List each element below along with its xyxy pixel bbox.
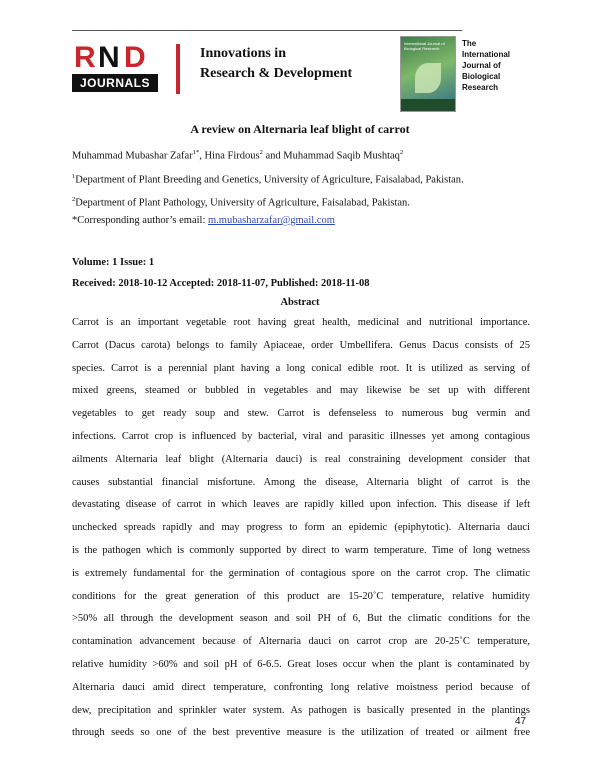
journal-cover-image xyxy=(400,36,456,112)
cover-band xyxy=(401,99,455,111)
author-list xyxy=(72,146,403,164)
abstract-line: Carrot (Dacus carota) belongs to family Apiaceae, order Umbellifera. Genus Dacus consists of 25 xyxy=(72,339,530,351)
affiliation-2 xyxy=(72,193,410,211)
author-2: , Hina Firdous xyxy=(199,150,260,162)
cover-title-text: International Journal of Biological Research xyxy=(404,41,445,51)
header-rule xyxy=(72,30,462,31)
abstract-line: mixed greens, steamed or bubbled in vegetables and may likewise be set up with different xyxy=(72,385,530,397)
journal-title-line3: Journal of xyxy=(462,61,501,70)
affiliation-1-text: Department of Plant Breeding and Genetics, University of Agriculture, Faisalabad, Pakistan. xyxy=(75,174,464,186)
author-2-sup: 2 xyxy=(259,149,263,156)
abstract-body xyxy=(72,316,530,749)
abstract-line: is the pathogen which is commonly supported by direct to warm temperature. Time of long wetness xyxy=(72,544,530,556)
journal-title-line4: Biological xyxy=(462,72,501,81)
journal-title-line2: International xyxy=(462,50,511,59)
rnd-journals-logo xyxy=(72,42,158,94)
abstract-heading: Abstract xyxy=(280,297,320,308)
logo-letter-r: R xyxy=(74,41,96,74)
header-accent-bar xyxy=(176,44,180,94)
corresponding-label: *Corresponding author’s email: xyxy=(72,215,208,226)
abstract-line: infections. Carrot crop is influenced by bacterial, viral and parasitic illnesses yet among contagious xyxy=(72,430,530,442)
abstract-line: ailments Alternaria leaf blight (Alternaria dauci) is real constraining development consider that xyxy=(72,453,530,465)
abstract-line: conditions for the great generation of this product are 15-20˚C temperature, relative humidity xyxy=(72,590,530,602)
abstract-line: vegetables to get ready soup and stew. Carrot is defenseless to numerous bug vermin and xyxy=(72,408,530,420)
author-1: Muhammad Mubashar Zafar xyxy=(72,150,193,162)
affiliation-1-sup: 1 xyxy=(72,173,76,180)
abstract-line: through seeds so one of the best preventive measure is the utilization of treated or ailment free xyxy=(72,727,530,739)
cover-leaf-graphic xyxy=(415,63,441,93)
logo-letter-n: N xyxy=(98,41,120,74)
abstract-line: devastating disease of carrot in which leaves are rapidly killed upon infection. This disease if left xyxy=(72,499,530,511)
author-3: and Muhammad Saqib Mushtaq xyxy=(262,150,400,162)
abstract-line: Alternaria dauci amid direct temperature, confronting long relative moistness period because of xyxy=(72,681,530,693)
abstract-line: species. Carrot is a perennial plant having a long conical edible root. It is utilized as serving of xyxy=(72,362,530,374)
abstract-line: contamination advancement because of Alternaria dauci on carrot crop are 20-25˚C temperature, xyxy=(72,636,530,648)
logo-journals-text: JOURNALS xyxy=(79,76,150,90)
abstract-line: Carrot is an important vegetable root having great health, medicinal and nutritional importance. xyxy=(72,317,530,328)
volume-issue: Volume: 1 Issue: 1 xyxy=(72,257,155,268)
abstract-line: dew, precipitation and sprinkler water system. As pathogen is basically presented in the plantings xyxy=(72,704,530,716)
journal-title-line1: The xyxy=(462,39,477,48)
abstract-line: is extremely fundamental for the germination of contagious spore on the carrot crop. The climatic xyxy=(72,567,530,579)
logo-letter-d: D xyxy=(124,41,146,74)
series-title-line2: Research & Development xyxy=(200,66,353,81)
affiliation-2-text: Department of Plant Pathology, University of Agriculture, Faisalabad, Pakistan. xyxy=(75,197,410,209)
author-3-sup: 2 xyxy=(399,149,404,156)
abstract-line: causes substantial financial misfortune. Among the disease, Alternaria blight of carrot is the xyxy=(72,476,530,488)
page-number: 47 xyxy=(515,716,527,727)
paper-title: A review on Alternaria leaf blight of carrot xyxy=(190,122,410,136)
journal-title xyxy=(462,38,510,93)
corresponding-author xyxy=(72,214,335,228)
abstract-line: >50% all through the development season and soil PH of 6, But the climatic conditions for the xyxy=(72,613,530,625)
corresponding-email-link[interactable]: m.mubasharzafar@gmail.com xyxy=(208,215,335,226)
series-title xyxy=(200,44,352,84)
series-title-line1: Innovations in xyxy=(200,46,286,61)
publication-dates: Received: 2018-10-12 Accepted: 2018-11-07, Published: 2018-11-08 xyxy=(72,278,370,289)
author-1-sup: 1* xyxy=(192,149,200,156)
affiliation-2-sup: 2 xyxy=(72,196,76,203)
abstract-line: relative humidity >60% and soil pH of 6-6.5. Great loses occur when the plant is contaminated by xyxy=(72,658,530,670)
abstract-line: unchecked spreads rapidly and may progress to form an epidemic (epiphytotic). Alternaria dauci xyxy=(72,522,530,534)
affiliation-1 xyxy=(72,170,464,188)
journal-title-line5: Research xyxy=(462,83,499,92)
